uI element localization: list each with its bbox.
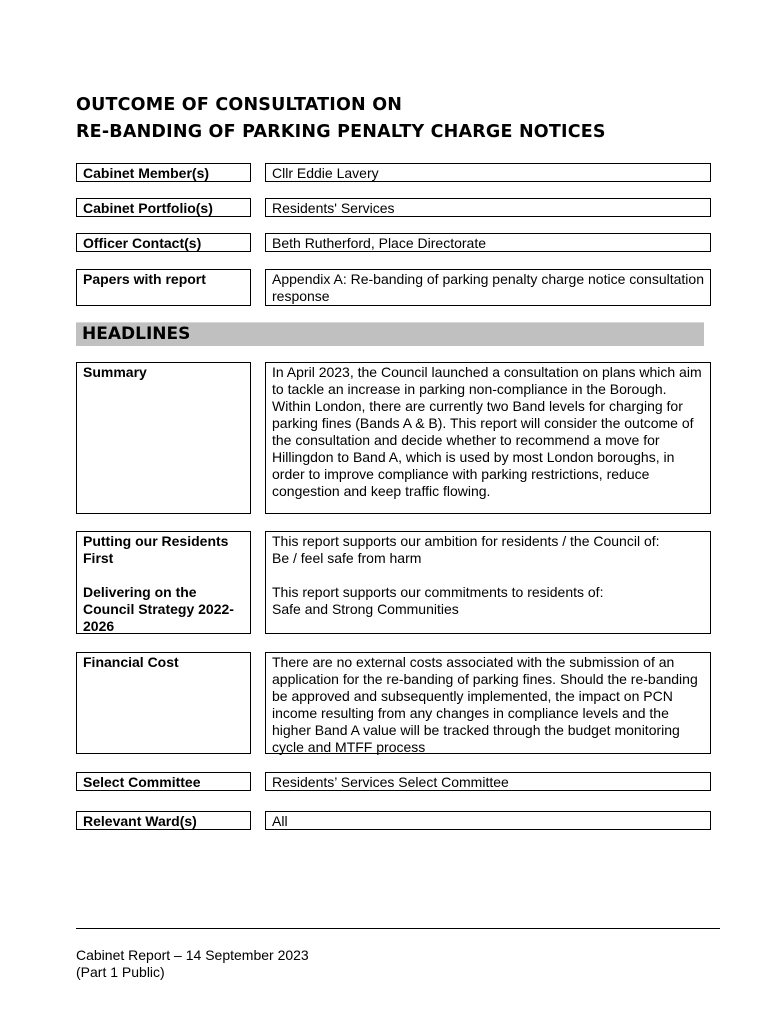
footer-divider: [76, 928, 720, 929]
document-title-line-2: RE-BANDING OF PARKING PENALTY CHARGE NOTICES: [76, 122, 606, 142]
spacer: [272, 567, 704, 584]
council-strategy-label: Delivering on the Council Strategy 2022-2026: [83, 584, 234, 634]
document-title-line-1: OUTCOME OF CONSULTATION ON: [76, 95, 403, 115]
summary-label: Summary: [76, 362, 251, 514]
cabinet-member-value: Cllr Eddie Lavery: [265, 163, 711, 182]
residents-first-value-line-2: Be / feel safe from harm: [272, 550, 422, 566]
relevant-wards-label: Relevant Ward(s): [76, 811, 251, 830]
council-strategy-value-line-1: This report supports our commitments to residents of:: [272, 584, 604, 600]
select-committee-value: Residents’ Services Select Committee: [265, 772, 711, 791]
officer-contact-value: Beth Rutherford, Place Directorate: [265, 233, 711, 252]
cabinet-portfolio-value: Residents' Services: [265, 198, 711, 217]
cabinet-portfolio-label: Cabinet Portfolio(s): [76, 198, 251, 217]
headlines-section-header: [76, 322, 704, 346]
papers-with-report-value: Appendix A: Re-banding of parking penalty charge notice consultation response: [265, 269, 711, 306]
residents-first-value-line-1: This report supports our ambition for residents / the Council of:: [272, 533, 660, 549]
cabinet-member-label: Cabinet Member(s): [76, 163, 251, 182]
financial-cost-label: Financial Cost: [76, 652, 251, 754]
council-strategy-value-line-2: Safe and Strong Communities: [272, 601, 459, 617]
headlines-heading: HEADLINES: [82, 324, 191, 344]
relevant-wards-value: All: [265, 811, 711, 830]
summary-value: In April 2023, the Council launched a consultation on plans which aim to tackle an increase in parking non-compliance in the Borough. Within London, there are currently two Band levels for charging for parking fines (Bands A & B). This report will consider the outcome of the consultation and decide whether to recommend a move for Hillingdon to Band A, which is used by most London boroughs, in order to improve compliance with parking restrictions, reduce congestion and keep traffic flowing.: [265, 362, 711, 514]
papers-with-report-label: Papers with report: [76, 269, 251, 306]
residents-strategy-label-cell: [76, 531, 251, 634]
officer-contact-label: Officer Contact(s): [76, 233, 251, 252]
spacer: [83, 567, 244, 584]
residents-first-label: Putting our Residents First: [83, 533, 229, 566]
footer-report-date: Cabinet Report – 14 September 2023: [76, 947, 309, 963]
financial-cost-value: There are no external costs associated with the submission of an application for the re-banding of parking fines. Should the re-banding be approved and subsequently implemented, the impact on PCN income resulting from any changes in compliance levels and the higher Band A value will be tracked through the budget monitoring cycle and MTFF process: [265, 652, 711, 754]
residents-strategy-value-cell: [265, 531, 711, 634]
select-committee-label: Select Committee: [76, 772, 251, 791]
footer-part-classification: (Part 1 Public): [76, 964, 165, 980]
